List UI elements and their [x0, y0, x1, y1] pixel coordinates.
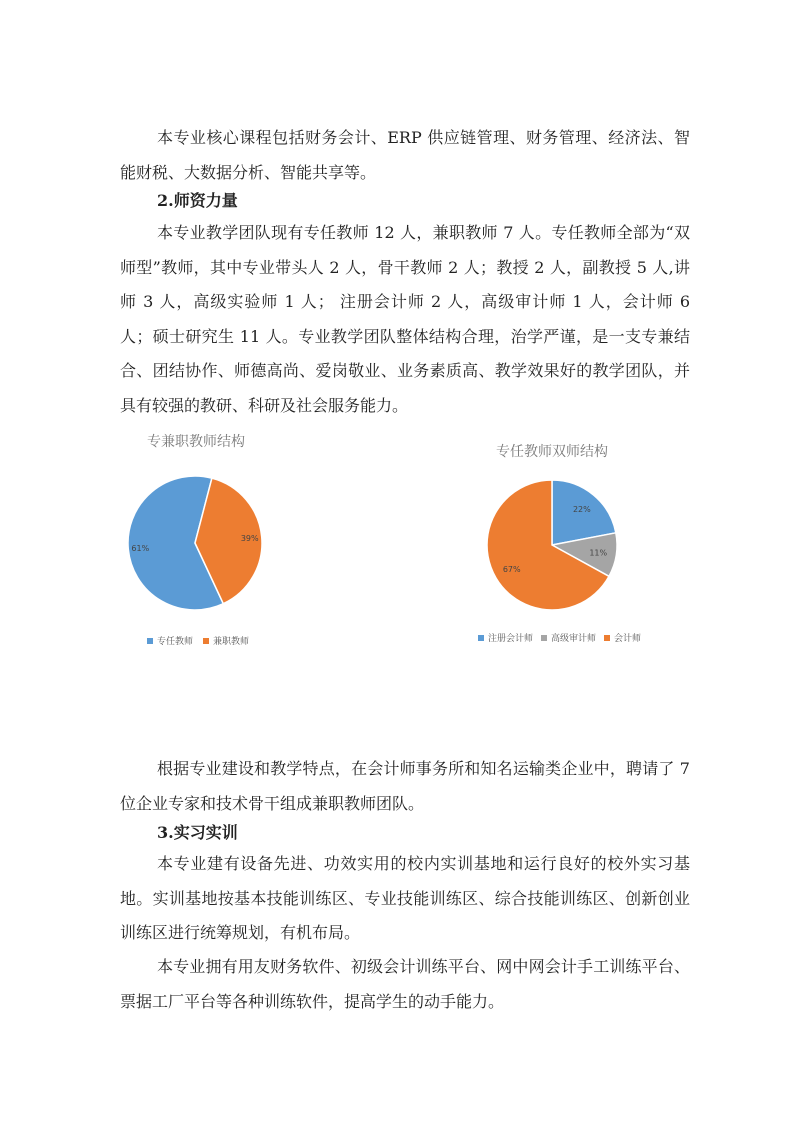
heading-faculty: 2.师资力量: [157, 191, 238, 210]
paragraph-faculty: 本专业教学团队现有专任教师 12 人，兼职教师 7 人。专任教师全部为“双师型”教师，其中专业带头人 2 人，骨干教师 2 人；教授 2 人，副教授 5 人,讲师 3 人，高级实验师 1 人； 注册会计师 2 人，高级审计师 1 人，会计师 6 人；硕士研究生 11 人。专业教学团队整体结构合理，治学严谨，是一支专兼结合、团结协作、师德高尚、爱岗敬业、业务素质高、教学效果好的教学团队，并具有较强的教研、科研及社会服务能力。: [120, 223, 690, 415]
legend-label: 高级审计师: [551, 634, 597, 644]
chart2-title: 专任教师双师结构: [496, 444, 608, 460]
chart2-pie: [475, 472, 630, 622]
paragraph-core-courses: 本专业核心课程包括财务会计、ERP 供应链管理、财务管理、经济法、智能财税、大数据分析、智能共享等。: [120, 128, 690, 182]
chart1-title: 专兼职教师结构: [147, 434, 245, 450]
legend-label: 会计师: [614, 634, 642, 644]
paragraph-training-base: 本专业建有设备先进、功效实用的校内实训基地和运行良好的校外实习基地。实训基地按基本技能训练区、专业技能训练区、综合技能训练区、创新创业训练区进行统筹规划，有机布局。: [120, 854, 690, 942]
legend-swatch: [478, 635, 484, 641]
chart2-legend: [478, 631, 641, 644]
paragraph-software: 本专业拥有用友财务软件、初级会计训练平台、网中网会计手工训练平台、票据工厂平台等各种训练软件，提高学生的动手能力。: [120, 957, 690, 1011]
legend-label: 注册会计师: [488, 634, 534, 644]
legend-swatch: [604, 635, 610, 641]
legend-label: 专任教师: [157, 637, 194, 647]
legend-label: 兼职教师: [213, 637, 250, 647]
pie-data-label: 22%: [572, 504, 591, 514]
pie-data-label: 67%: [502, 564, 521, 574]
legend-swatch: [203, 638, 209, 644]
pie-data-label: 39%: [240, 534, 259, 544]
chart1-pie: [115, 470, 275, 620]
pie-data-label: 11%: [589, 548, 608, 558]
legend-swatch: [541, 635, 547, 641]
chart1-legend: [147, 634, 249, 647]
legend-swatch: [147, 638, 153, 644]
pie-data-label: 61%: [131, 543, 150, 553]
heading-internship: 3.实习实训: [157, 823, 238, 842]
paragraph-part-time: 根据专业建设和教学特点，在会计师事务所和知名运输类企业中，聘请了 7 位企业专家和技术骨干组成兼职教师团队。: [120, 759, 690, 813]
